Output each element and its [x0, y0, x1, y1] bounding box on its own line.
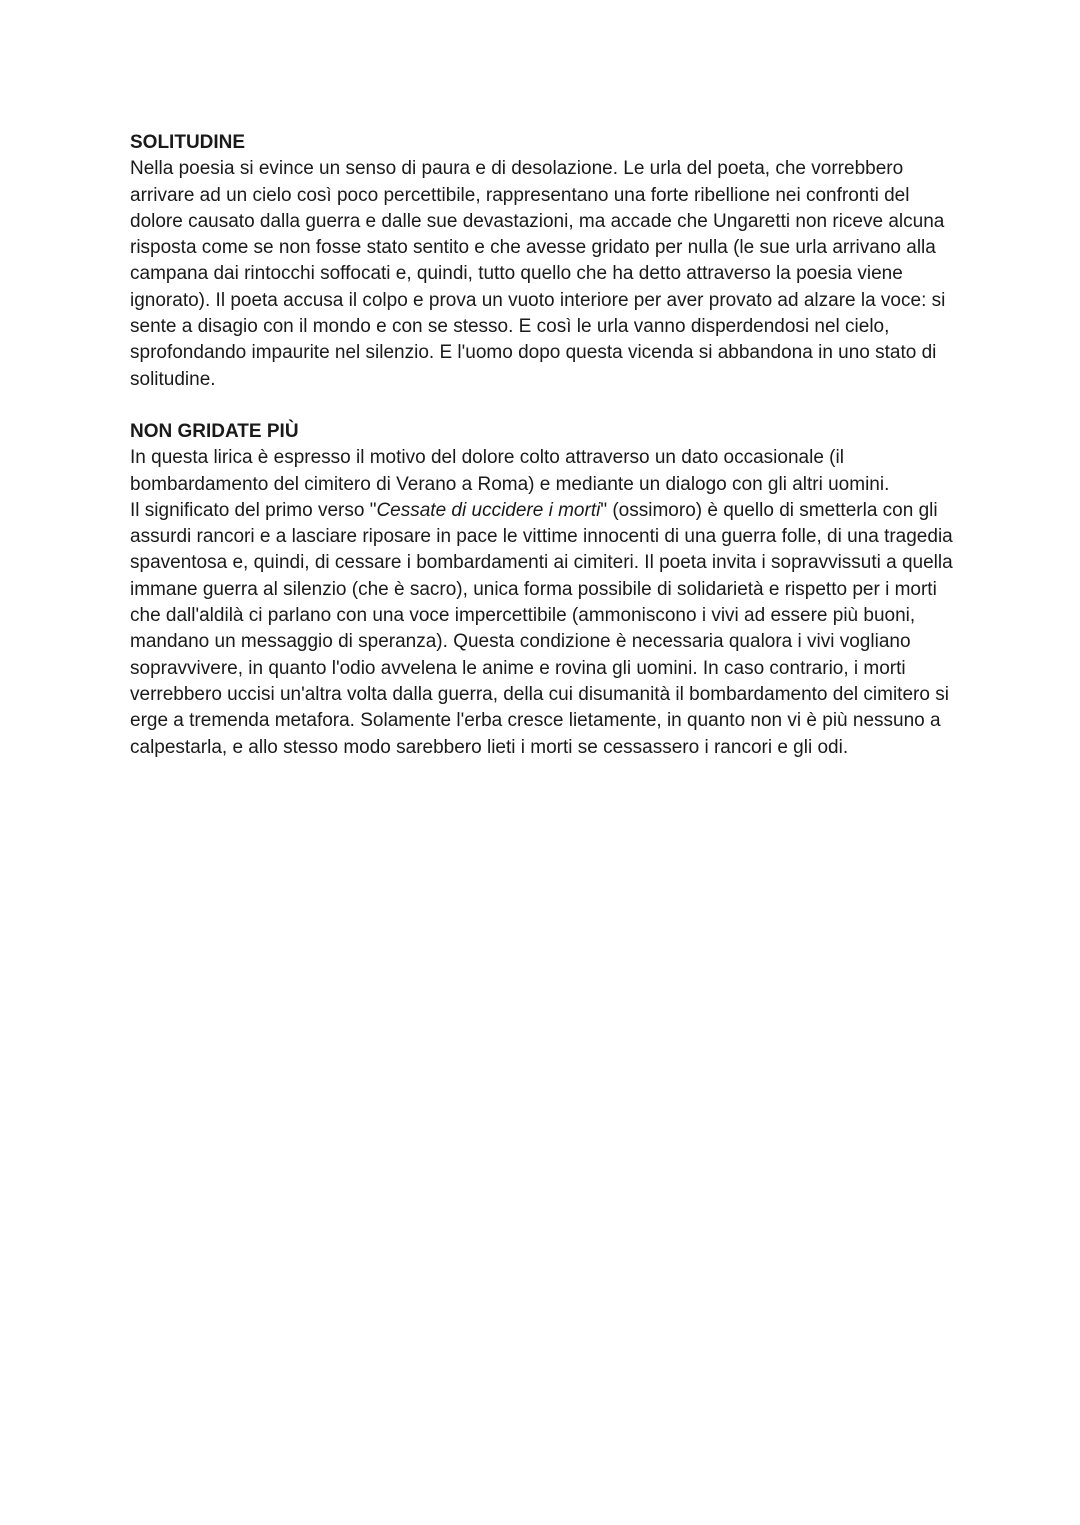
body-paragraph: Nella poesia si evince un senso di paura e di desolazione. Le urla del poeta, che vorrebbero arrivare ad un cielo così poco percettibile, rappresentano una forte ribellione nei confronti del dolore causato dalla guerra e dalle sue devastazioni, ma accade che Ungaretti non riceve alcuna risposta come se non fosse stato sentito e che avesse gridato per nulla (le sue urla arrivano alla campana dai rintocchi soffocati e, quindi, tutto quello che ha detto attraverso la poesia viene ignorato). Il poeta accusa il colpo e prova un vuoto interiore per aver provato ad alzare la voce: si sente a disagio con il mondo e con se stesso. E così le urla vanno disperdendosi nel cielo, sprofondando impaurite nel silenzio. E l'uomo dopo questa vicenda si abbandona in uno stato di solitudine.	[130, 158, 946, 390]
section-solitudine	[130, 130, 960, 393]
quoted-verse: Cessate di uccidere i morti	[376, 499, 601, 521]
section-heading: NON GRIDATE PIÙ	[130, 420, 299, 442]
section-non-gridate-piu	[130, 419, 960, 761]
body-paragraph: In questa lirica è espresso il motivo del dolore colto attraverso un dato occasionale (il bombardamento del cimitero di Verano a Roma) e mediante un dialogo con gli altri uomini.	[130, 447, 890, 495]
section-heading: SOLITUDINE	[130, 132, 246, 153]
paragraph-text-before: Il significato del primo verso "	[130, 499, 377, 521]
paragraph-text-after: " (ossimoro) è quello di smetterla con gli assurdi rancori e a lasciare riposare in pace le vittime innocenti di una guerra folle, di una tragedia spaventosa e, quindi, di cessare i bombardamenti ai cimiteri. Il poeta invita i sopravvissuti a quella immane guerra al silenzio (che è sacro), unica forma possibile di solidarietà e rispetto per i morti che dall'aldilà ci parlano con una voce impercettibile (ammoniscono i vivi ad essere più buoni, mandano un messaggio di speranza). Questa condizione è necessaria qualora i vivi vogliano sopravvivere, in quanto l'odio avvelena le anime e rovina gli uomini. In caso contrario, i morti verrebbero uccisi un'altra volta dalla guerra, della cui disumanità il bombardamento del cimitero si erge a tremenda metafora. Solamente l'erba cresce lietamente, in quanto non vi è più nessuno a calpestarla, e allo stesso modo sarebbero lieti i morti se cessassero i rancori e gli odi.	[130, 499, 953, 758]
body-paragraph	[130, 498, 960, 761]
document-page	[130, 130, 960, 761]
